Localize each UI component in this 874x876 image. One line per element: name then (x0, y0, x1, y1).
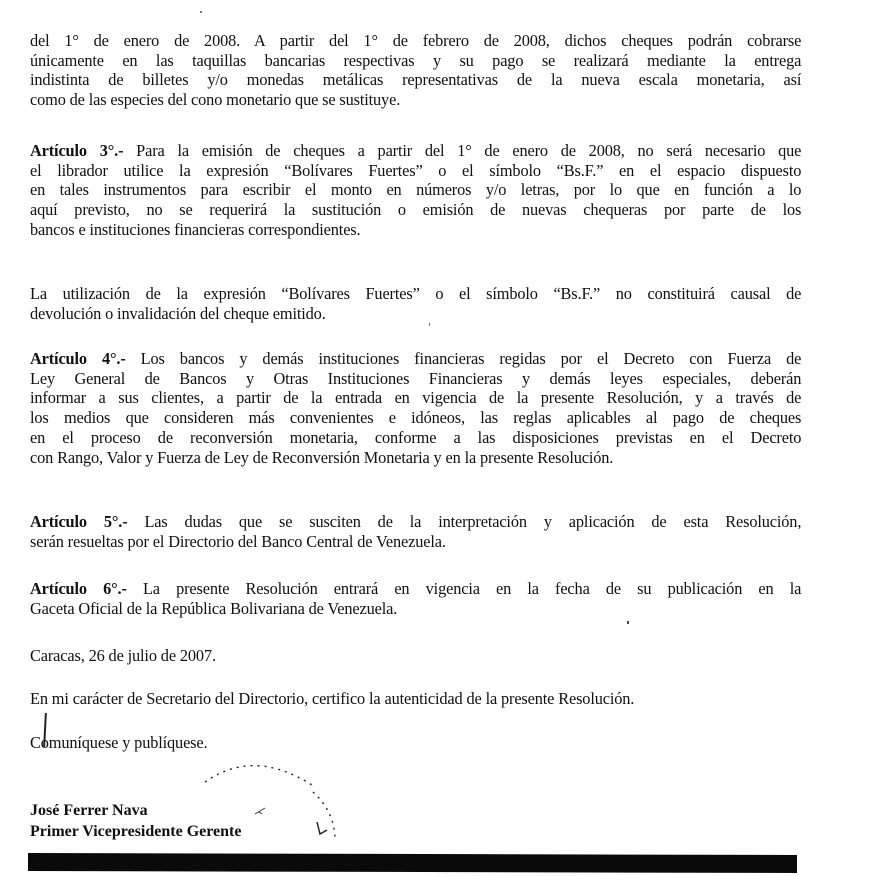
closing (30, 733, 801, 753)
article-text: Las dudas que se susciten de la interpretación y aplicación de esta Resolución, (127, 512, 802, 531)
article-text: Los bancos y demás instituciones financieras regidas por el Decreto con Fuerza de (125, 349, 802, 368)
scan-speck (627, 621, 629, 624)
scan-speck (429, 323, 430, 326)
article-text: La presente Resolución entrará en vigencia en la fecha de su publicación en la (126, 579, 802, 598)
paragraph-line (30, 512, 801, 532)
paragraph-line (30, 579, 801, 599)
place-date-text: Caracas, 26 de julio de 2007. (30, 646, 216, 665)
article-heading: Artículo 5°.- (30, 512, 128, 531)
seal-arc (313, 792, 335, 840)
paragraph-line: el librador utilice la expresión “Bolívares Fuertes” o el símbolo “Bs.F.” en el espacio dispuesto (30, 160, 802, 180)
signatory-title: Primer Vicepresidente Gerente (30, 823, 242, 840)
scan-speck (200, 11, 202, 13)
place-date (30, 646, 801, 666)
paragraph-line: los medios que consideren más convenientes e idóneos, las reglas aplicables al pago de cheques (30, 408, 802, 428)
paragraph-line: La utilización de la expresión “Bolívares Fuertes” o el símbolo “Bs.F.” no constituirá causal de (30, 284, 802, 303)
paragraph-line: Ley General de Bancos y Otras Instituciones Financieras y demás leyes especiales, deberán (30, 368, 802, 388)
paragraph-line (30, 141, 801, 161)
paragraph-line: serán resueltas por el Directorio del Banco Central de Venezuela. (30, 531, 446, 551)
seal-mark (317, 822, 327, 834)
article-4 (30, 349, 801, 467)
paragraph-line: con Rango, Valor y Fuerza de Ley de Reconversión Monetaria y en la presente Resolución. (30, 447, 614, 467)
article-heading: Artículo 3°.- (30, 141, 124, 160)
seal-arc (205, 766, 315, 787)
article-3-continuation (30, 284, 801, 323)
closing-text: Comuníquese y publíquese. (30, 733, 208, 752)
article-3 (30, 141, 801, 240)
article-heading: Artículo 6°.- (30, 579, 127, 598)
paragraph-line: como de las especies del cono monetario que se sustituye. (30, 90, 401, 110)
paragraph-line: bancos e instituciones financieras correspondientes. (30, 219, 361, 239)
article-heading: Artículo 4°.- (30, 349, 126, 368)
paragraph-line: indistinta de billetes y/o monedas metálicas representativas de la nueva escala monetaria, así (30, 70, 802, 90)
paragraph-line: del 1° de enero de 2008. A partir del 1° de febrero de 2008, dichos cheques podrán cobrarse (30, 31, 802, 50)
paragraph-line: en el proceso de reconversión monetaria, conforme a las disposiciones previstas en el Decreto (30, 427, 802, 447)
paragraph-line: informar a sus clientes, a partir de la entrada en vigencia de la presente Resolución, y a través de (30, 388, 802, 408)
paragraph-line: devolución o invalidación del cheque emitido. (30, 303, 326, 323)
article-6 (30, 579, 801, 618)
intro-paragraph (30, 31, 801, 110)
paragraph-line (30, 349, 801, 369)
paragraph-line: aquí previsto, no se requerirá la sustitución o emisión de nuevas chequeras por parte de los (30, 200, 802, 220)
certification (30, 689, 801, 709)
signatory-name: José Ferrer Nava (30, 802, 148, 819)
paragraph-line: en tales instrumentos para escribir el monto en números y/o letras, por lo que en función a lo (30, 180, 802, 200)
footer-bar (28, 853, 797, 873)
seal-mark (255, 808, 265, 814)
paragraph-line: Gaceta Oficial de la República Bolivariana de Venezuela. (30, 598, 398, 618)
article-5 (30, 512, 801, 551)
paragraph-line: únicamente en las taquillas bancarias respectivas y su pago se realizará mediante la entrega (30, 50, 802, 70)
certification-text: En mi carácter de Secretario del Directorio, certifico la autenticidad de la presente Resolución. (30, 689, 635, 708)
article-text: Para la emisión de cheques a partir del 1° de enero de 2008, no será necesario que (123, 141, 802, 160)
